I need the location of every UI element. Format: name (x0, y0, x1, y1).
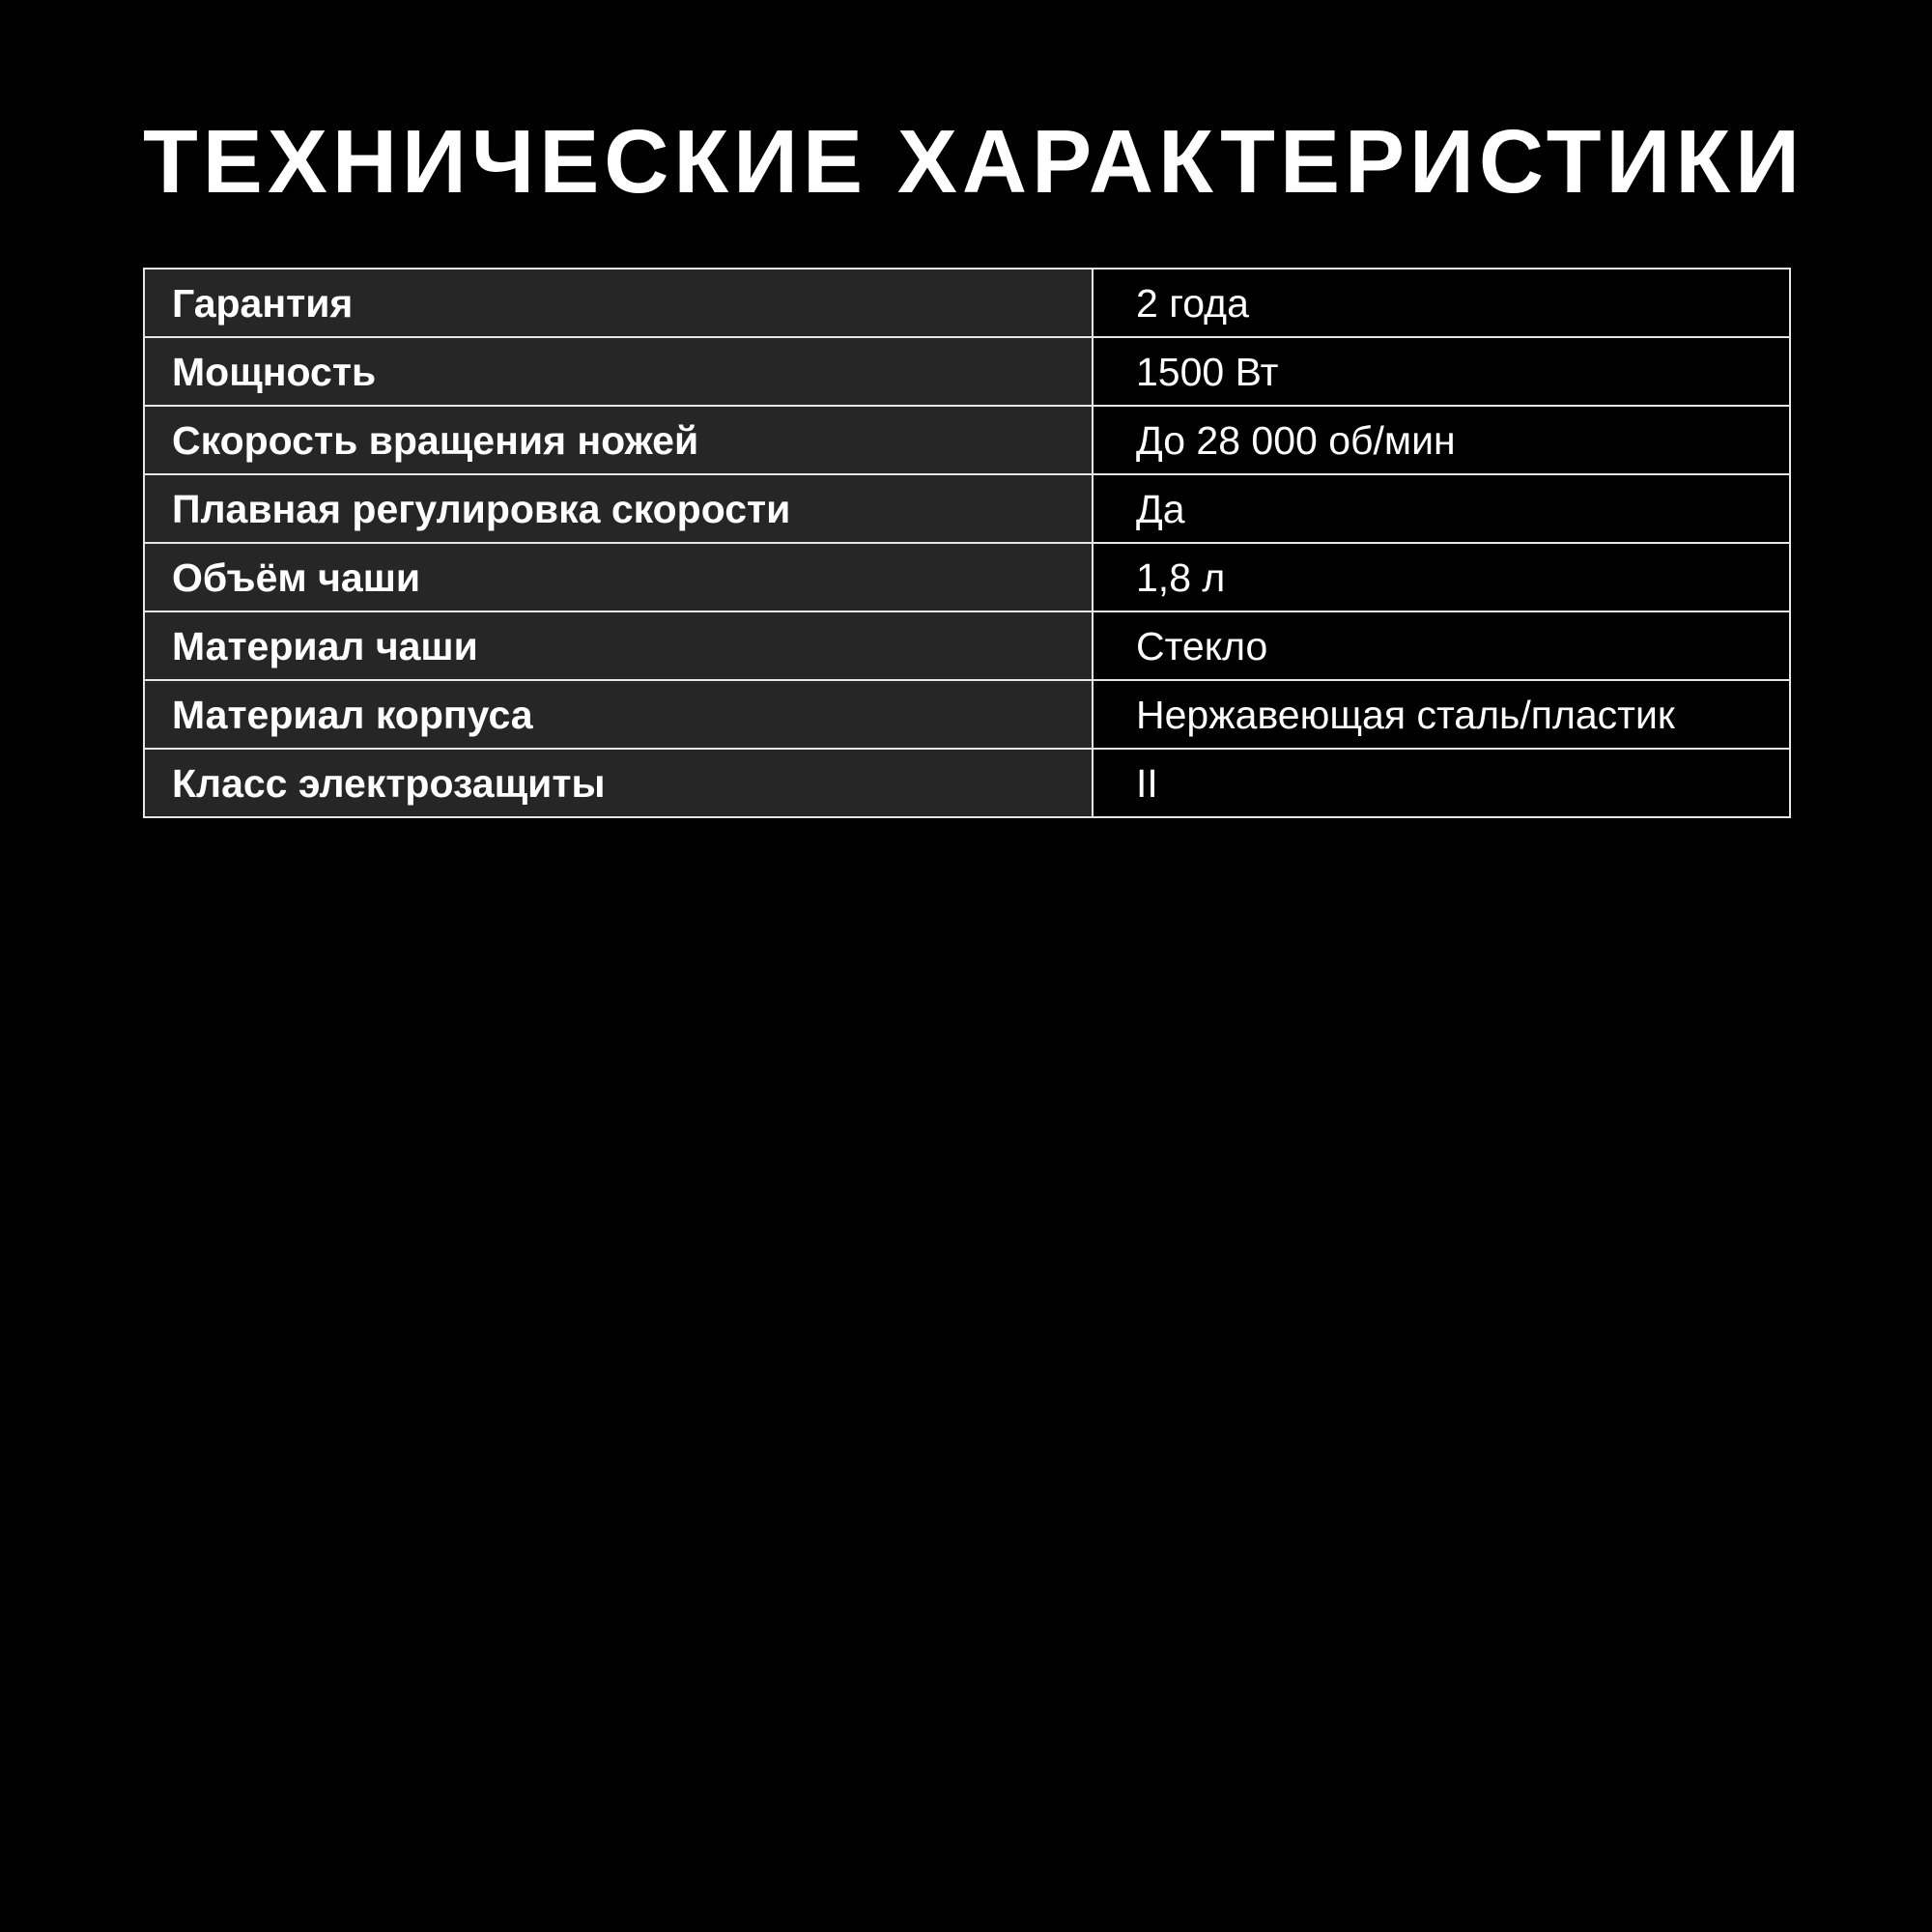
spec-value: Нержавеющая сталь/пластик (1093, 680, 1790, 749)
table-row (144, 406, 1790, 474)
spec-label: Мощность (144, 337, 1093, 406)
table-row (144, 269, 1790, 337)
table-row (144, 680, 1790, 749)
table-row (144, 611, 1790, 680)
spec-value: II (1093, 749, 1790, 817)
table-row (144, 337, 1790, 406)
table-row (144, 474, 1790, 543)
spec-label: Материал корпуса (144, 680, 1093, 749)
spec-value: 2 года (1093, 269, 1790, 337)
spec-value: Стекло (1093, 611, 1790, 680)
spec-label: Гарантия (144, 269, 1093, 337)
spec-label: Скорость вращения ножей (144, 406, 1093, 474)
spec-label: Класс электрозащиты (144, 749, 1093, 817)
spec-table (143, 268, 1791, 818)
spec-label: Материал чаши (144, 611, 1093, 680)
table-row (144, 543, 1790, 611)
spec-label: Объём чаши (144, 543, 1093, 611)
spec-value: 1,8 л (1093, 543, 1790, 611)
page-title: ТЕХНИЧЕСКИЕ ХАРАКТЕРИСТИКИ (143, 111, 1804, 212)
spec-value: 1500 Вт (1093, 337, 1790, 406)
table-row (144, 749, 1790, 817)
spec-value: Да (1093, 474, 1790, 543)
spec-value: До 28 000 об/мин (1093, 406, 1790, 474)
spec-label: Плавная регулировка скорости (144, 474, 1093, 543)
